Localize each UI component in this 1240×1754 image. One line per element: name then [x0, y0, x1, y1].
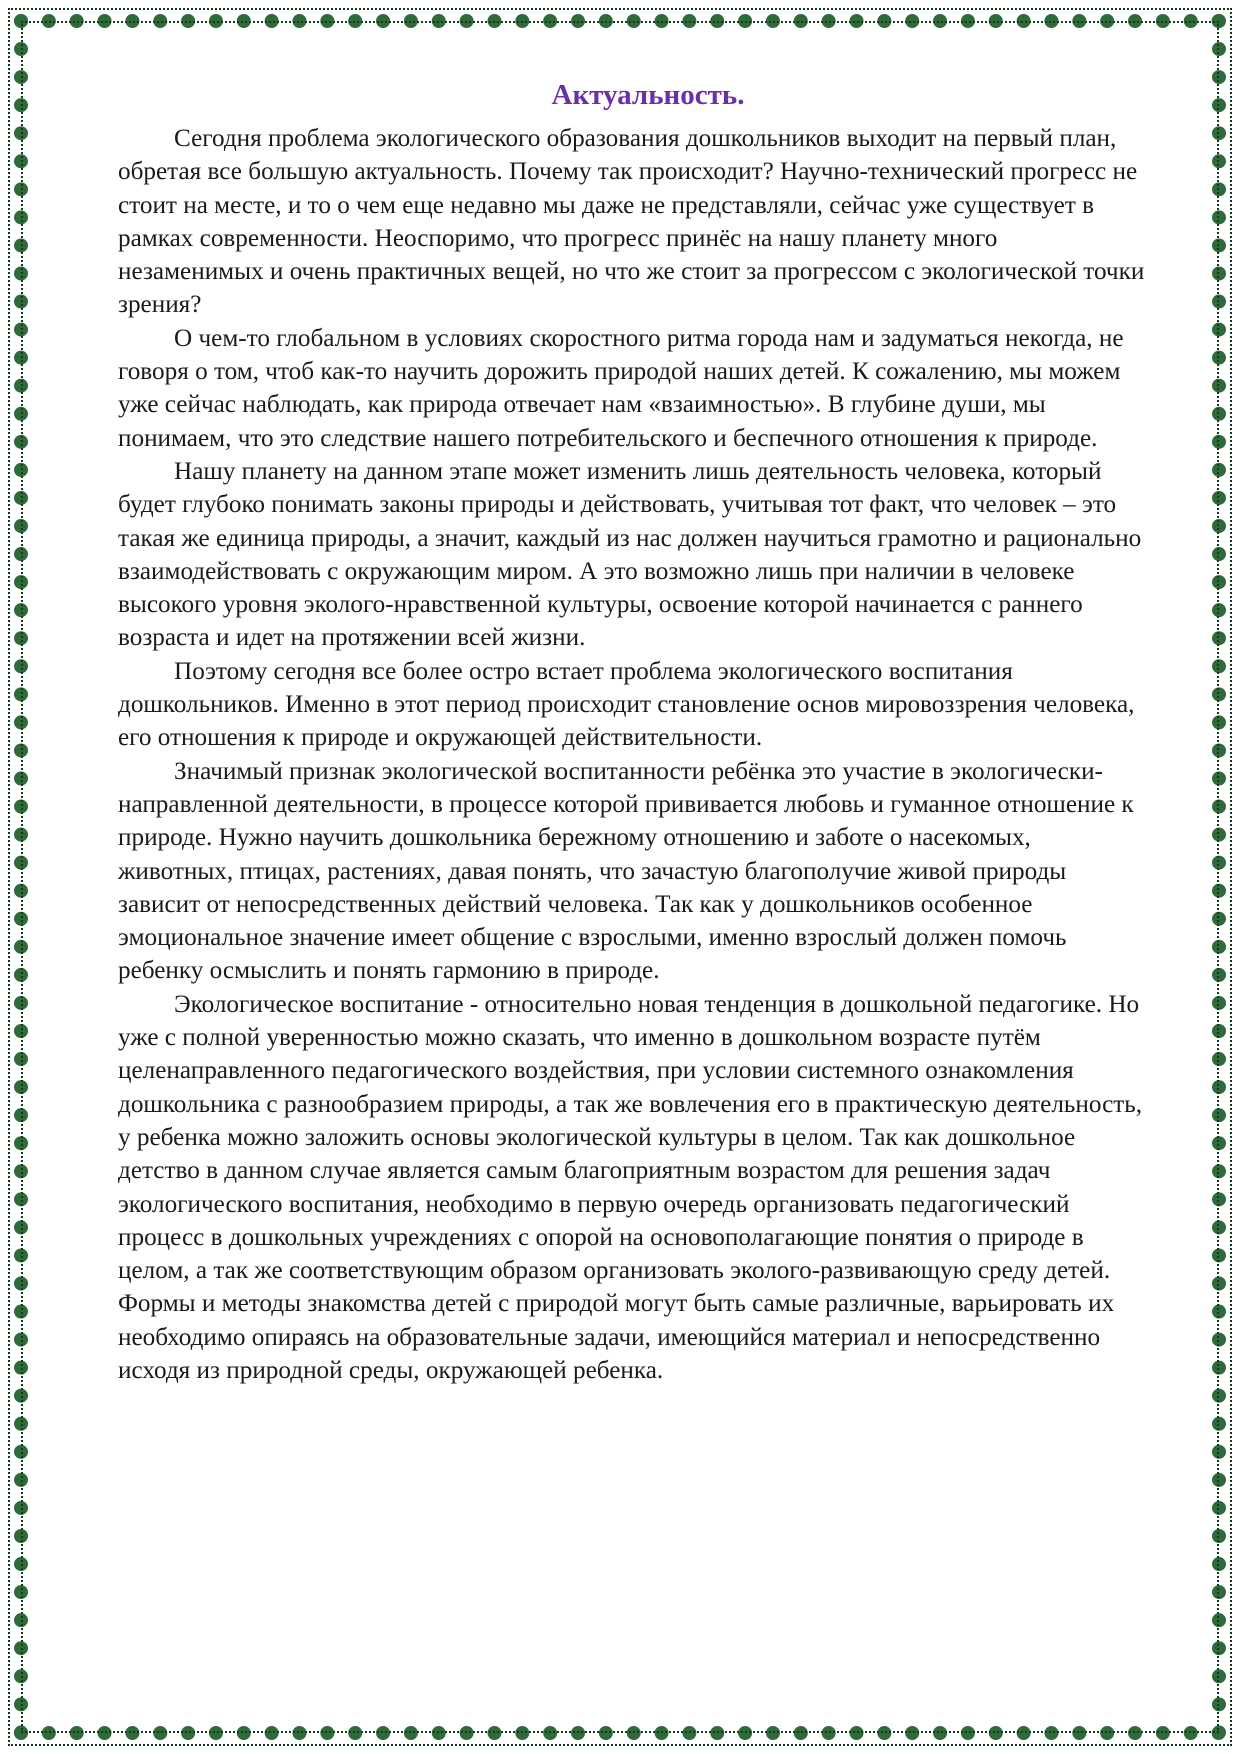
paragraph-6: Экологическое воспитание - относительно новая тенденция в дошкольной педагогике. Но уже с полной уверенностью можно сказать, что именно в дошкольном возрасте путём целенаправленного педагогического воздействия, при условии системного ознакомления дошкольника с разнообразием природы, а так же вовлечения его в практическую деятельность, у ребенка можно заложить основы экологической культуры в целом. Так как дошкольное детство в данном случае является самым благоприятным возрастом для решения задач экологического воспитания, необходимо в первую очередь организовать педагогический процесс в дошкольных учреждениях с опорой на основополагающие понятия о природе в целом, а так же соответствующим образом организовать эколого-развивающую среду детей. Формы и методы знакомства детей с природой могут быть самые различные, варьировать их необходимо опираясь на образовательные задачи, имеющийся материал и непосредственно исходя из природной среды, окружающей ребенка.	[118, 990, 1143, 1384]
paragraph-5: Значимый признак экологической воспитанности ребёнка это участие в экологически-направленной деятельности, в процессе которой прививается любовь и гуманное отношение к природе. Нужно научить дошкольника бережному отношению и заботе о насекомых, животных, птицах, растениях, давая понять, что зачастую благополучие живой природы зависит от непосредственных действий человека. Так как у дошкольников особенное эмоциональное значение имеет общение с взрослыми, именно взрослый должен помочь ребенку осмыслить и понять гармонию в природе.	[118, 757, 1134, 985]
document-title: Актуальность.	[551, 79, 745, 111]
document-body	[118, 78, 1148, 1387]
paragraph-4: Поэтому сегодня все более остро встает проблема экологического воспитания дошкольников. Именно в этот период происходит становление основ мировоззрения человека, его отношения к природе и окружающей действительности.	[118, 657, 1135, 752]
paragraph-3: Нашу планету на данном этапе может изменить лишь деятельность человека, который будет глубоко понимать законы природы и действовать, учитывая тот факт, что человек – это такая же единица природы, а значит, каждый из нас должен научиться грамотно и рационально взаимодействовать с окружающим миром. А это возможно лишь при наличии в человеке высокого уровня эколого-нравственной культуры, освоение которой начинается с раннего возраста и идет на протяжении всей жизни.	[118, 457, 1142, 652]
paragraph-1: Сегодня проблема экологического образования дошкольников выходит на первый план, обретая все большую актуальность. Почему так происходит? Научно-технический прогресс не стоит на месте, и то о чем еще недавно мы даже не представляли, сейчас уже существует в рамках современности. Неоспоримо, что прогресс принёс на нашу планету много незаменимых и очень практичных вещей, но что же стоит за прогрессом с экологической точки зрения?	[118, 125, 1145, 319]
paragraph-2: О чем-то глобальном в условиях скоростного ритма города нам и задуматься некогда, не говоря о том, чтоб как-то научить дорожить природой наших детей. К сожалению, мы можем уже сейчас наблюдать, как природа отвечает нам «взаимностью». В глубине души, мы понимаем, что это следствие нашего потребительского и беспечного отношения к природе.	[118, 324, 1124, 452]
